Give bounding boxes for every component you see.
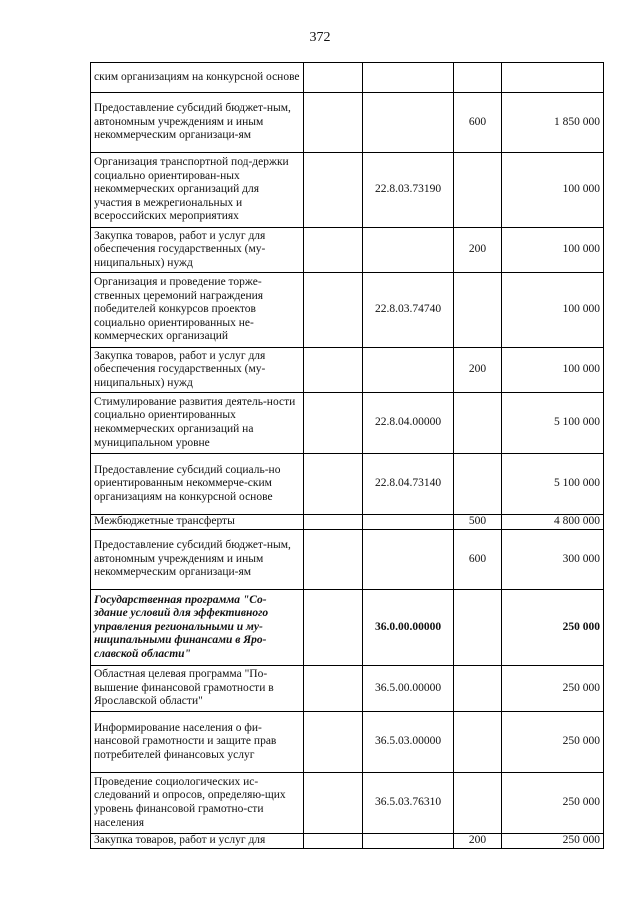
table-row (91, 712, 604, 773)
table-row (91, 834, 604, 849)
cell-code (363, 63, 454, 93)
cell-blank (304, 63, 363, 93)
cell-name: Межбюджетные трансферты (91, 515, 304, 530)
cell-sum: 1 850 000 (502, 93, 604, 153)
cell-blank (304, 666, 363, 712)
cell-code: 22.8.04.73140 (363, 454, 454, 515)
cell-name: Государственная программа "Со-здание условий для эффективного управления региональными и му-ниципальными финансами в Ярo-славской области" (91, 590, 304, 666)
cell-sum: 100 000 (502, 273, 604, 348)
table-row (91, 515, 604, 530)
cell-blank (304, 712, 363, 773)
cell-name: Предоставление субсидий бюджет-ным, автономным учреждениям и иным некоммерческим организаци-ям (91, 530, 304, 590)
table-row (91, 530, 604, 590)
cell-name: Стимулирование развития деятель-ности социально ориентированных некоммерческих организаций на муниципальном уровне (91, 393, 304, 454)
cell-blank (304, 348, 363, 393)
cell-sum (502, 63, 604, 93)
table-row (91, 666, 604, 712)
table-row (91, 348, 604, 393)
cell-blank (304, 228, 363, 273)
table-row (91, 773, 604, 834)
cell-blank (304, 515, 363, 530)
cell-vr (454, 63, 502, 93)
table-row (91, 228, 604, 273)
cell-vr (454, 273, 502, 348)
table-row (91, 93, 604, 153)
cell-name: Закупка товаров, работ и услуг для обеспечения государственных (му-ниципальных) нужд (91, 228, 304, 273)
cell-code (363, 834, 454, 849)
budget-table (90, 62, 604, 849)
cell-blank (304, 530, 363, 590)
cell-vr: 600 (454, 93, 502, 153)
cell-sum: 100 000 (502, 153, 604, 228)
cell-sum: 300 000 (502, 530, 604, 590)
cell-name: ским организациям на конкурсной основе (91, 63, 304, 93)
cell-code: 22.8.03.74740 (363, 273, 454, 348)
table-row (91, 454, 604, 515)
cell-vr (454, 666, 502, 712)
cell-code (363, 530, 454, 590)
cell-name: Областная целевая программа "По-вышение финансовой грамотности в Ярославской области" (91, 666, 304, 712)
cell-vr: 200 (454, 348, 502, 393)
table-row (91, 393, 604, 454)
cell-code: 22.8.03.73190 (363, 153, 454, 228)
cell-code (363, 93, 454, 153)
cell-blank (304, 393, 363, 454)
cell-sum: 100 000 (502, 228, 604, 273)
cell-code: 36.0.00.00000 (363, 590, 454, 666)
cell-name: Предоставление субсидий социаль-но ориентированным некоммерче-ским организациям на конкурсной основе (91, 454, 304, 515)
cell-sum: 250 000 (502, 834, 604, 849)
cell-name: Проведение социологических ис-следований и опросов, определяю-щих уровень финансовой грамотно-сти населения (91, 773, 304, 834)
cell-vr (454, 393, 502, 454)
cell-sum: 5 100 000 (502, 454, 604, 515)
cell-name: Организация и проведение торже-ственных церемоний награждения победителей конкурсов проектов социально ориентированных не-коммерческих организаций (91, 273, 304, 348)
cell-sum: 5 100 000 (502, 393, 604, 454)
table-row (91, 273, 604, 348)
table-row (91, 590, 604, 666)
cell-sum: 4 800 000 (502, 515, 604, 530)
cell-blank (304, 93, 363, 153)
cell-vr: 200 (454, 834, 502, 849)
cell-sum: 100 000 (502, 348, 604, 393)
cell-sum: 250 000 (502, 712, 604, 773)
cell-blank (304, 153, 363, 228)
table-row (91, 153, 604, 228)
cell-sum: 250 000 (502, 590, 604, 666)
cell-vr (454, 153, 502, 228)
cell-name: Предоставление субсидий бюджет-ным, автономным учреждениям и иным некоммерческим организаци-ям (91, 93, 304, 153)
cell-code (363, 228, 454, 273)
cell-code (363, 515, 454, 530)
cell-blank (304, 773, 363, 834)
cell-name: Закупка товаров, работ и услуг для обеспечения государственных (му-ниципальных) нужд (91, 348, 304, 393)
cell-blank (304, 273, 363, 348)
cell-code (363, 348, 454, 393)
cell-blank (304, 454, 363, 515)
cell-sum: 250 000 (502, 773, 604, 834)
page-number: 372 (309, 30, 331, 45)
cell-blank (304, 590, 363, 666)
cell-name: Информирование населения о фи-нансовой грамотности и защите прав потребителей финансовых услуг (91, 712, 304, 773)
budget-table-body (91, 63, 604, 849)
cell-vr: 200 (454, 228, 502, 273)
cell-vr (454, 590, 502, 666)
table-row (91, 63, 604, 93)
cell-sum: 250 000 (502, 666, 604, 712)
cell-blank (304, 834, 363, 849)
cell-code: 36.5.03.76310 (363, 773, 454, 834)
cell-name: Организация транспортной под-держки социально ориентирован-ных некоммерческих организаций для участия в межрегиональных и всероссийских мероприятиях (91, 153, 304, 228)
cell-name: Закупка товаров, работ и услуг для (91, 834, 304, 849)
cell-code: 22.8.04.00000 (363, 393, 454, 454)
cell-vr (454, 773, 502, 834)
cell-vr: 500 (454, 515, 502, 530)
cell-code: 36.5.03.00000 (363, 712, 454, 773)
cell-code: 36.5.00.00000 (363, 666, 454, 712)
cell-vr (454, 454, 502, 515)
cell-vr (454, 712, 502, 773)
cell-vr: 600 (454, 530, 502, 590)
